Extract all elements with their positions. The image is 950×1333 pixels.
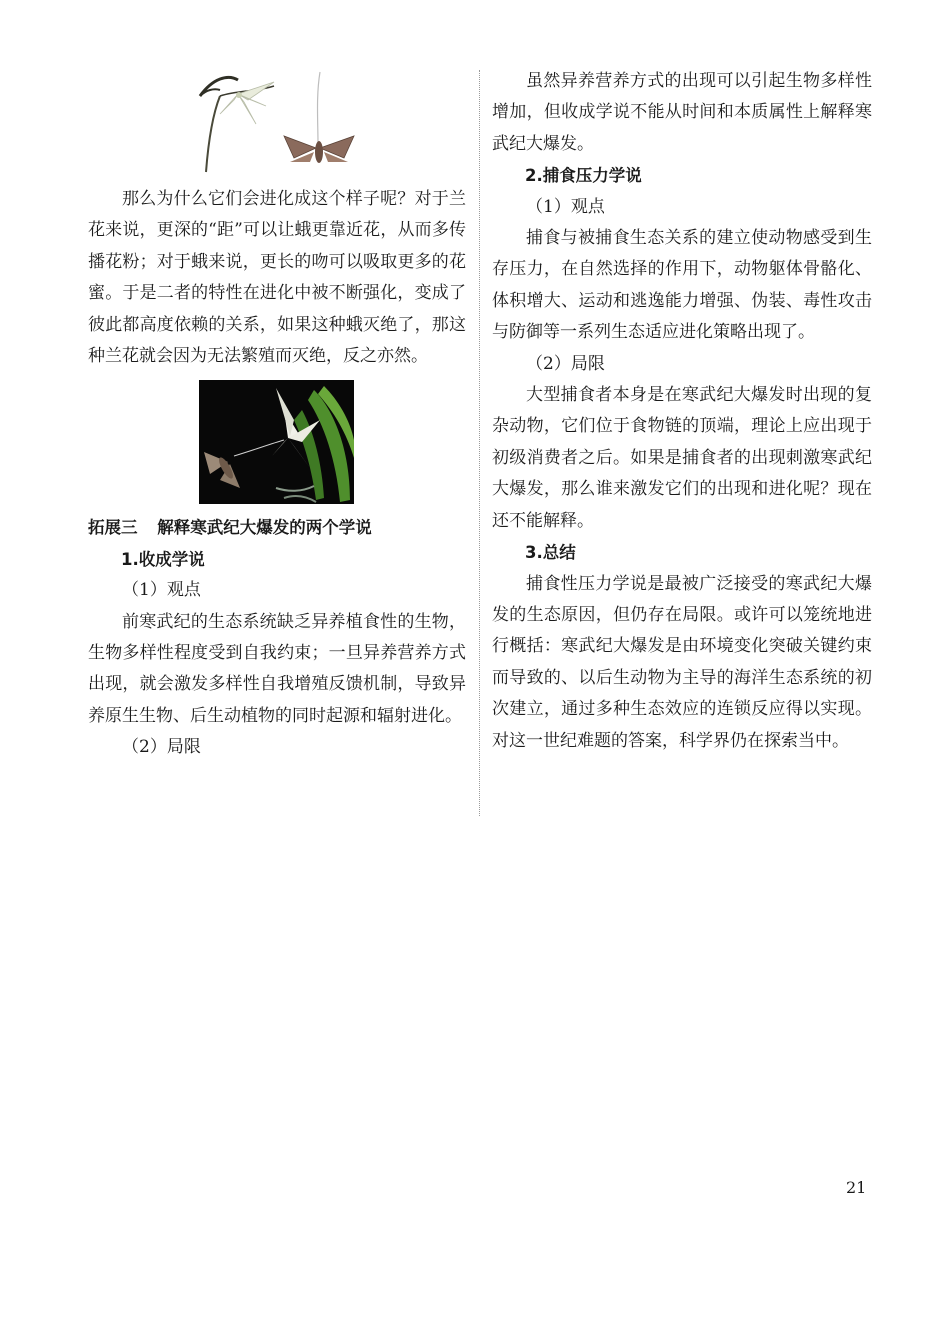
orchid-moth-drawing [88,66,466,178]
harvest-theory-view-text: 前寒武纪的生态系统缺乏异养植食性的生物，生物多样性程度受到自我约束；一旦异养营养方式出现，就会激发多样性自我增殖反馈机制，导致异养原生生物、后生动植物的同时起源和辐射进化。 [88,611,466,726]
moth-orchid-photo-drawing [88,380,466,508]
harvest-theory-view-label: （1）观点 [122,580,201,601]
moth-orchid-photo [88,380,466,508]
orchid-moth-paragraph: 那么为什么它们会进化成这个样子呢？对于兰花来说，更深的“距”可以让蛾更靠近花，从而多传播花粉；对于蛾来说，更长的吻可以吸取更多的花蜜。于是二者的特性在进化中被不断强化，变成了彼此都高度依赖的关系，如果这种蛾灭绝了，那这种兰花就会因为无法繁殖而灭绝，反之亦然。 [88,189,466,367]
left-column [88,66,466,764]
column-divider [479,70,480,816]
predation-theory-limit-text: 大型捕食者本身是在寒武纪大爆发时出现的复杂动物，它们位于食物链的顶端，理论上应出现于初级消费者之后。如果是捕食者的出现刺激寒武纪大爆发，那么谁来激发它们的出现和进化呢？现在还不能解释。 [492,385,872,531]
predation-theory-heading: 2.捕食压力学说 [525,166,642,186]
orchid-moth-illustration [88,66,466,178]
right-column [492,66,872,757]
harvest-theory-limit-label: （2）局限 [122,737,201,758]
harvest-theory-limit-text: 虽然异养营养方式的出现可以引起生物多样性增加，但收成学说不能从时间和本质属性上解释寒武纪大爆发。 [492,71,872,154]
summary-heading: 3.总结 [525,543,576,563]
predation-theory-view-text: 捕食与被捕食生态关系的建立使动物感受到生存压力，在自然选择的作用下，动物躯体骨骼化、体积增大、运动和逃逸能力增强、伪装、毒性攻击与防御等一系列生态适应进化策略出现了。 [492,228,872,343]
section-title-text: 解释寒武纪大爆发的两个学说 [157,518,372,538]
section-label: 拓展三 [88,518,138,538]
harvest-theory-heading: 1.收成学说 [121,549,205,569]
summary-text: 捕食性压力学说是最被广泛接受的寒武纪大爆发的生态原因，但仍存在局限。或许可以笼统地进行概括：寒武纪大爆发是由环境变化突破关键约束而导致的、以后生动物为主导的海洋生态系统的初次建立，通过多种生态效应的连锁反应得以实现。对这一世纪难题的答案，科学界仍在探索当中。 [492,573,872,751]
predation-theory-limit-label: （2）局限 [526,353,605,374]
predation-theory-view-label: （1）观点 [526,196,605,217]
page-number: 21 [846,1178,867,1197]
extension-section-title [88,512,466,543]
